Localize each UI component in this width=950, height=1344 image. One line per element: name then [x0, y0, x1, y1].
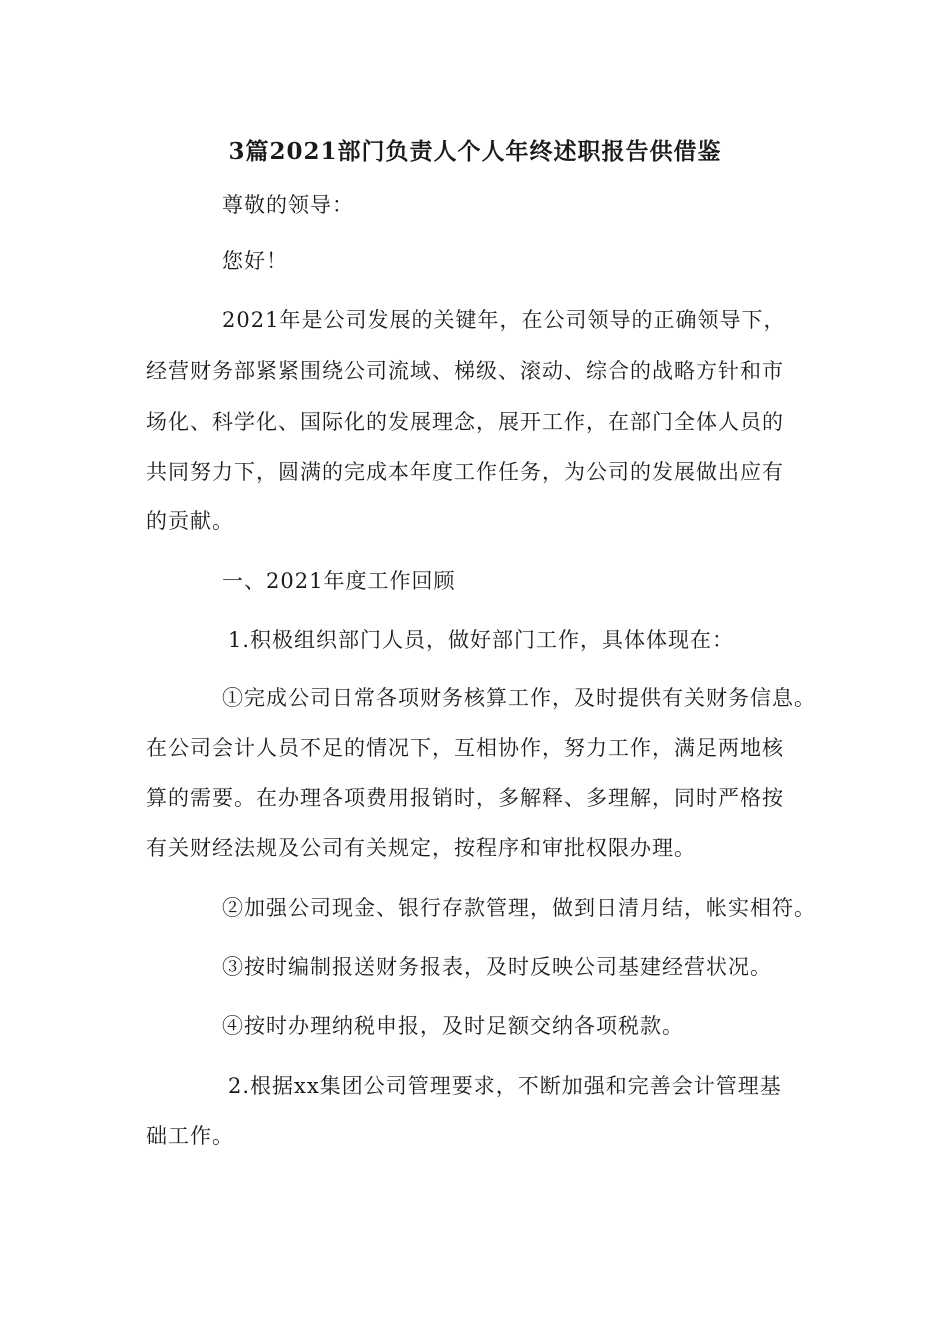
paragraph-line: 算的需要。在办理各项费用报销时，多解释、多理解，同时严格按 — [146, 786, 784, 810]
list-item: ④按时办理纳税申报，及时足额交纳各项税款。 — [222, 1014, 684, 1038]
subsection-heading: 2.根据xx集团公司管理要求，不断加强和完善会计管理基 — [228, 1074, 782, 1098]
list-item: ③按时编制报送财务报表，及时反映公司基建经营状况。 — [222, 955, 772, 979]
paragraph-line: 2021年是公司发展的关键年，在公司领导的正确领导下， — [222, 308, 786, 332]
document-title: 3篇2021部门负责人个人年终述职报告供借鉴 — [228, 138, 722, 165]
paragraph-line: 共同努力下，圆满的完成本年度工作任务，为公司的发展做出应有 — [146, 460, 784, 484]
paragraph-line: 在公司会计人员不足的情况下，互相协作，努力工作，满足两地核 — [146, 736, 784, 760]
section-heading: 一、2021年度工作回顾 — [222, 569, 456, 593]
paragraph-line: 的贡献。 — [146, 509, 234, 533]
paragraph-line: 有关财经法规及公司有关规定，按程序和审批权限办理。 — [146, 836, 696, 860]
list-item: ②加强公司现金、银行存款管理，做到日清月结，帐实相符。 — [222, 896, 816, 920]
paragraph-line: 场化、科学化、国际化的发展理念，展开工作，在部门全体人员的 — [146, 410, 784, 434]
paragraph-line: ①完成公司日常各项财务核算工作，及时提供有关财务信息。 — [222, 686, 816, 710]
paragraph-line: 经营财务部紧紧围绕公司流域、梯级、滚动、综合的战略方针和市 — [146, 359, 784, 383]
greeting: 您好！ — [222, 249, 288, 273]
paragraph-line: 础工作。 — [146, 1124, 234, 1148]
salutation: 尊敬的领导： — [222, 193, 354, 217]
subsection-heading: 1.积极组织部门人员，做好部门工作，具体体现在： — [228, 628, 735, 652]
